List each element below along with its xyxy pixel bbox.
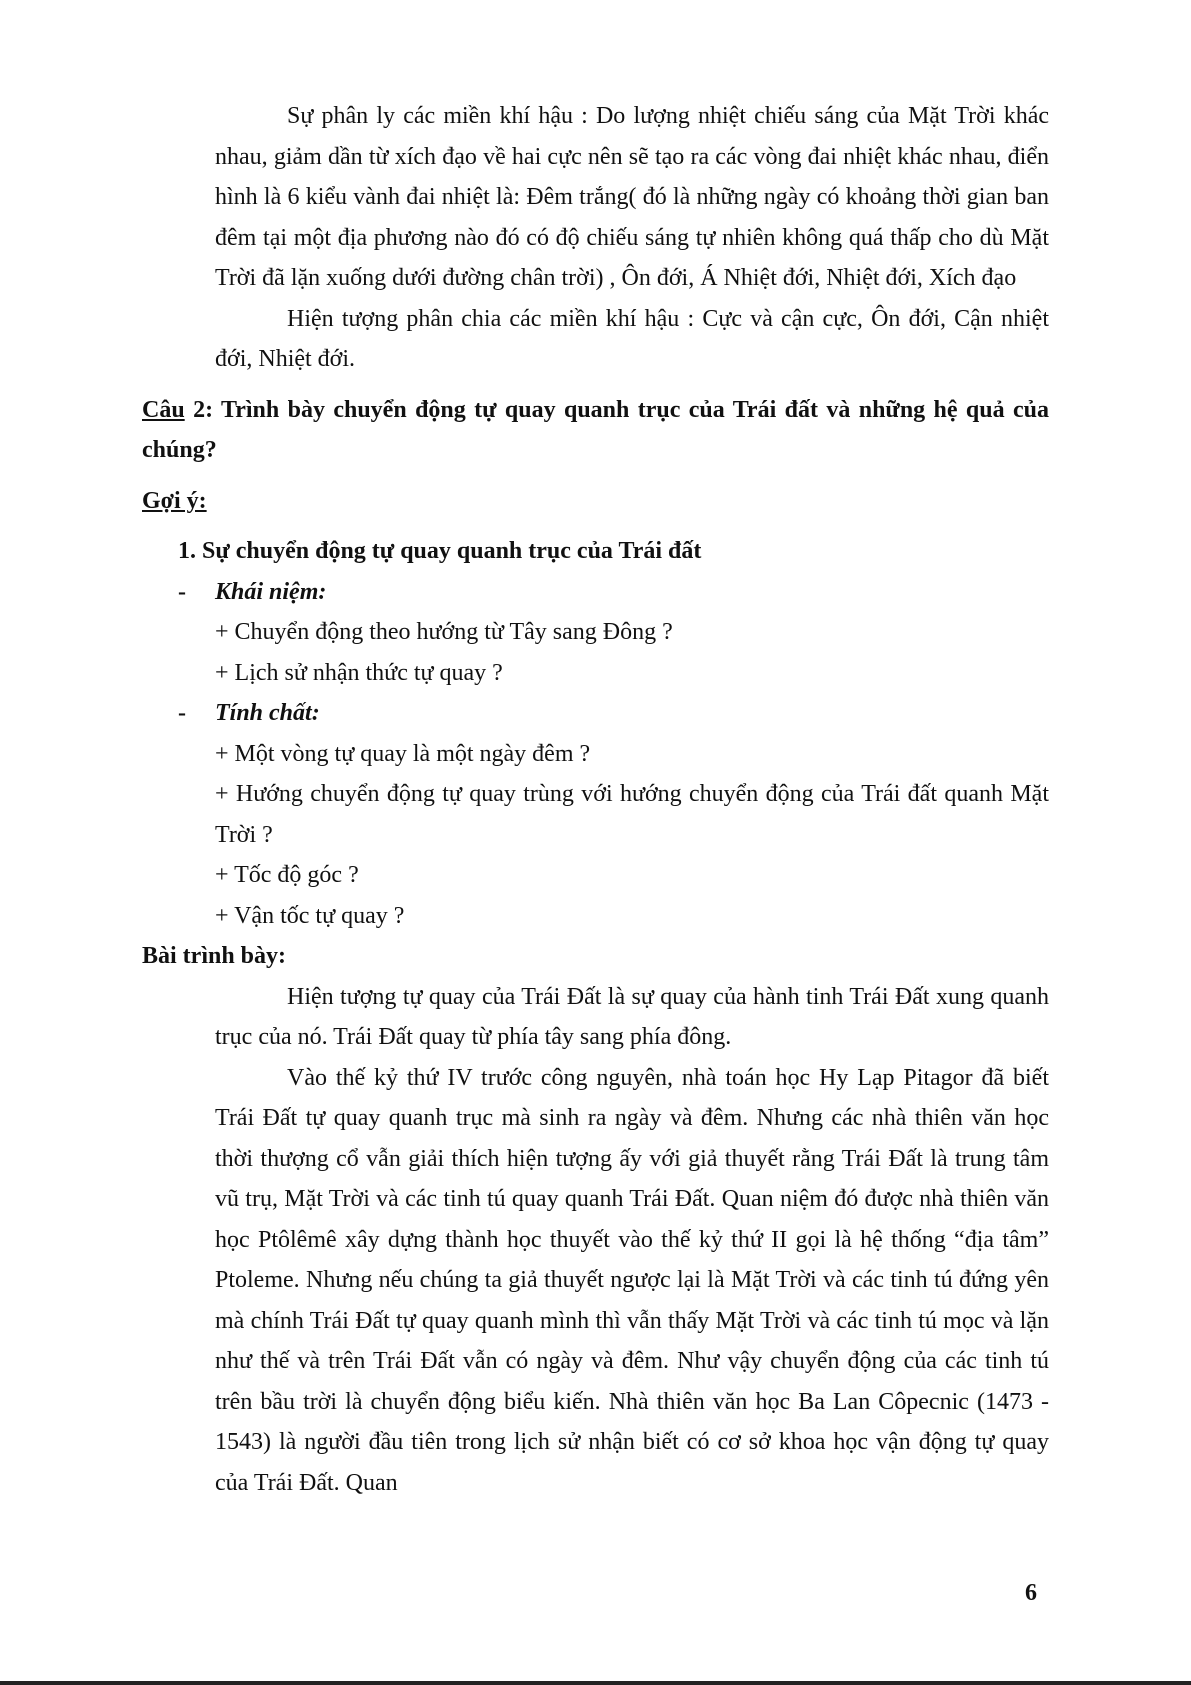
page-content (142, 96, 1049, 1503)
bottom-rule (0, 1681, 1191, 1685)
concept-label: Khái niệm: (215, 578, 327, 605)
page-number: 6 (1025, 1580, 1037, 1606)
section-1-title: 1. Sự chuyển động tự quay quanh trục của Trái đất (178, 538, 702, 564)
paragraph-climate-division: Hiện tượng phân chia các miền khí hậu : Cực và cận cực, Ôn đới, Cận nhiệt đới, Nhiệt đới. (215, 305, 1049, 372)
paragraph-climate-separation: Sự phân ly các miền khí hậu : Do lượng nhiệt chiếu sáng của Mặt Trời khác nhau, giảm dần từ xích đạo về hai cực nên sẽ tạo ra các vòng đai nhiệt khác nhau, điển hình là 6 kiểu vành đai nhiệt là: Đêm trắng( đó là những ngày có khoảng thời gian ban đêm tại một địa phương nào đó có độ chiếu sáng tự nhiên không quá thấp cho dù Mặt Trời đã lặn xuống dưới đường chân trời) , Ôn đới, Á Nhiệt đới, Nhiệt đới, Xích đạo (215, 103, 1049, 291)
property-item: + Một vòng tự quay là một ngày đêm ? (215, 740, 591, 767)
property-item: + Hướng chuyển động tự quay trùng với hướng chuyển động của Trái đất quanh Mặt Trời ? (215, 781, 1049, 848)
paragraph-rotation-definition: Hiện tượng tự quay của Trái Đất là sự quay của hành tinh Trái Đất xung quanh trục của nó. Trái Đất quay từ phía tây sang phía đông. (215, 983, 1049, 1050)
question-label: Câu (142, 396, 185, 423)
paragraph-rotation-history: Vào thế kỷ thứ IV trước công nguyên, nhà toán học Hy Lạp Pitagor đã biết Trái Đất tự quay quanh trục mà sinh ra ngày và đêm. Nhưng các nhà thiên văn học thời thượng cổ vẫn giải thích hiện tượng ấy với giả thuyết rằng Trái Đất là trung tâm vũ trụ, Mặt Trời và các tinh tú quay quanh Trái Đất. Quan niệm đó được nhà thiên văn học Ptôlêmê xây dựng thành học thuyết vào thế kỷ thứ II gọi là hệ thống “địa tâm” Ptoleme. Nhưng nếu chúng ta giả thuyết ngược lại là Mặt Trời và các tinh tú đứng yên mà chính Trái Đất tự quay quanh mình thì vẫn thấy Mặt Trời và các tinh tú mọc và lặn như thế và trên Trái Đất vẫn có ngày và đêm. Như vậy chuyển động của các tinh tú trên bầu trời là chuyển động biểu kiến. Nhà thiên văn học Ba Lan Côpecnic (1473 - 1543) là người đầu tiên trong lịch sử nhận biết có cơ sở khoa học vận động tự quay của Trái Đất. Quan (215, 1064, 1049, 1496)
concept-heading (178, 572, 1049, 613)
hint-label: Gợi ý: (142, 487, 207, 514)
property-item: + Tốc độ góc ? (215, 862, 359, 888)
property-label: Tính chất: (215, 700, 320, 726)
concept-item: + Chuyển động theo hướng từ Tây sang Đông ? (215, 619, 673, 645)
dash-bullet: - (178, 578, 186, 605)
concept-item: + Lịch sử nhận thức tự quay ? (215, 659, 503, 686)
property-heading (178, 693, 1049, 734)
property-item: + Vận tốc tự quay ? (215, 902, 405, 929)
presentation-label: Bài trình bày: (142, 943, 287, 969)
dash-bullet: - (178, 700, 186, 726)
question-heading (142, 390, 1049, 471)
question-text: 2: Trình bày chuyển động tự quay quanh trục của Trái đất và những hệ quả của chúng? (142, 396, 1049, 463)
